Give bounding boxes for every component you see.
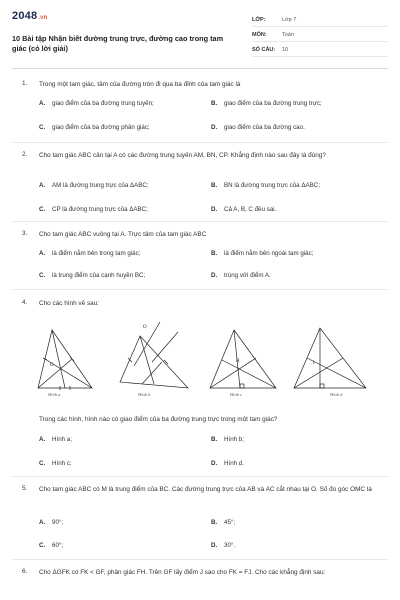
option-label: A.	[39, 100, 46, 107]
option-label: A.	[39, 436, 46, 443]
question-4-followup	[22, 415, 384, 425]
question-number: 5.	[22, 485, 28, 492]
question-text: Cho ΔGFK có FK < GF, phân giác FH. Trên GF lấy điểm J sao cho FK = FJ. Cho các khẳng định sau:	[39, 569, 326, 576]
option-text: giao điểm của ba đường phân giác;	[52, 124, 150, 131]
question-4	[22, 299, 384, 309]
option-text: Hình c;	[52, 460, 72, 467]
svg-text:O: O	[143, 325, 147, 330]
question-divider	[12, 221, 388, 222]
question-text: Cho tam giác ABC có M là trung điểm của BC. Các đường trung trực của AB và AC cắt nhau tại O. Số đo góc OMC là	[39, 486, 372, 493]
option-text: Hình d.	[224, 460, 244, 467]
option-text: Cả A, B, C đều sai.	[224, 206, 277, 213]
option-label: B.	[211, 250, 218, 257]
option-label: A.	[39, 519, 46, 526]
option-d[interactable]	[211, 272, 271, 279]
figures-svg	[30, 322, 375, 404]
meta-key: SỐ CÂU:	[252, 47, 276, 53]
meta-value: 10	[282, 47, 289, 53]
option-text: trùng với điểm A.	[224, 272, 271, 279]
question-number: 6.	[22, 568, 28, 575]
option-label: B.	[211, 182, 218, 189]
question-2	[22, 151, 384, 161]
option-label: D.	[211, 206, 218, 213]
question-divider	[12, 142, 388, 143]
option-b[interactable]	[211, 519, 235, 526]
question-text: Cho các hình vẽ sau:	[39, 300, 100, 307]
option-label: C.	[39, 272, 46, 279]
option-b[interactable]	[211, 182, 320, 189]
option-label: C.	[39, 124, 46, 131]
question-text: Trong một tam giác, tâm của đường tròn đi qua ba đỉnh của tam giác là	[39, 81, 241, 88]
meta-row-subject	[252, 29, 388, 42]
option-label: C.	[39, 206, 46, 213]
option-d[interactable]	[211, 124, 305, 131]
option-a[interactable]	[39, 100, 154, 107]
meta-value: Toán	[282, 32, 294, 38]
option-text: giao điểm của ba đường cao.	[224, 124, 305, 131]
option-c[interactable]	[39, 124, 150, 131]
page-title: 10 Bài tập Nhận biết đường trung trực, đường cao trong tam giác (có lời giải)	[12, 34, 224, 53]
figure-b	[120, 322, 188, 388]
option-text: 60°;	[52, 542, 64, 549]
option-text: AM là đường trung trực của ΔABC;	[52, 182, 149, 189]
logo-brand: 2048	[12, 10, 38, 22]
question-divider	[12, 559, 388, 560]
svg-text:I: I	[313, 361, 315, 366]
option-d[interactable]	[211, 460, 244, 467]
option-label: D.	[211, 272, 218, 279]
option-text: là điểm nằm bên trong tam giác;	[52, 250, 141, 257]
question-number: 3.	[22, 230, 28, 237]
option-text: Hình a;	[52, 436, 72, 443]
figure-a	[38, 330, 92, 390]
option-text: là trung điểm của cạnh huyền BC;	[52, 272, 146, 279]
option-text: BN là đường trung trực của ΔABC;	[224, 182, 320, 189]
option-c[interactable]	[39, 272, 145, 279]
meta-value: Lớp 7	[282, 17, 297, 23]
site-logo[interactable]	[12, 10, 48, 22]
svg-text:G: G	[50, 363, 54, 368]
question-1	[22, 80, 384, 90]
option-text: Hình b;	[224, 436, 244, 443]
option-label: D.	[211, 542, 218, 549]
figure-caption-c: Hình c	[230, 392, 243, 397]
option-a[interactable]	[39, 519, 63, 526]
option-text: giao điểm của ba đường trung tuyến;	[52, 100, 154, 107]
question-number: 4.	[22, 299, 28, 306]
option-text: CP là đường trung trực của ΔABC;	[52, 206, 148, 213]
meta-row-class	[252, 14, 388, 27]
triangle-figures	[30, 322, 375, 404]
option-label: A.	[39, 182, 46, 189]
option-a[interactable]	[39, 182, 149, 189]
option-label: C.	[39, 460, 46, 467]
question-3	[22, 230, 384, 240]
question-5	[22, 485, 384, 495]
header-divider	[12, 68, 388, 69]
option-label: A.	[39, 250, 46, 257]
option-c[interactable]	[39, 542, 63, 549]
question-6	[22, 568, 384, 578]
option-text: 30°.	[224, 542, 236, 549]
question-number: 2.	[22, 151, 28, 158]
svg-text:H: H	[236, 359, 240, 364]
meta-key: MÔN:	[252, 32, 267, 38]
meta-row-count	[252, 44, 388, 57]
question-text: Cho tam giác ABC vuông tại A. Trực tâm của tam giác ABC	[39, 231, 207, 238]
option-c[interactable]	[39, 460, 72, 467]
option-d[interactable]	[211, 542, 235, 549]
option-text: là điểm nằm bên ngoài tam giác;	[224, 250, 314, 257]
question-divider	[12, 476, 388, 477]
option-label: B.	[211, 436, 218, 443]
logo-suffix: .vn	[38, 15, 48, 21]
meta-table	[252, 14, 388, 59]
question-divider	[12, 289, 388, 290]
option-c[interactable]	[39, 206, 148, 213]
question-number: 1.	[22, 80, 28, 87]
question-text: Cho tam giác ABC cân tại A có các đường trung tuyến AM, BN, CP. Khẳng định nào sau đây là đúng?	[39, 152, 326, 159]
figure-caption-b: Hình b	[138, 392, 151, 397]
figure-caption-d: Hình d	[330, 392, 343, 397]
option-label: B.	[211, 100, 218, 107]
question-followup-text: Trong các hình, hình nào có giao điểm của ba đường trung trực trong một tam giác?	[39, 416, 278, 423]
option-a[interactable]	[39, 250, 140, 257]
option-text: giao điểm của ba đường trung trực;	[224, 100, 322, 107]
option-d[interactable]	[211, 206, 276, 213]
option-label: C.	[39, 542, 46, 549]
option-label: D.	[211, 124, 218, 131]
meta-key: LỚP:	[252, 17, 266, 23]
option-b[interactable]	[211, 100, 322, 107]
option-b[interactable]	[211, 436, 244, 443]
option-text: 90°;	[52, 519, 64, 526]
figure-d	[294, 328, 366, 388]
option-a[interactable]	[39, 436, 72, 443]
option-text: 45°;	[224, 519, 236, 526]
figure-caption-a: Hình a	[48, 392, 61, 397]
option-label: D.	[211, 460, 218, 467]
figure-c	[210, 330, 276, 388]
option-b[interactable]	[211, 250, 313, 257]
option-label: B.	[211, 519, 218, 526]
